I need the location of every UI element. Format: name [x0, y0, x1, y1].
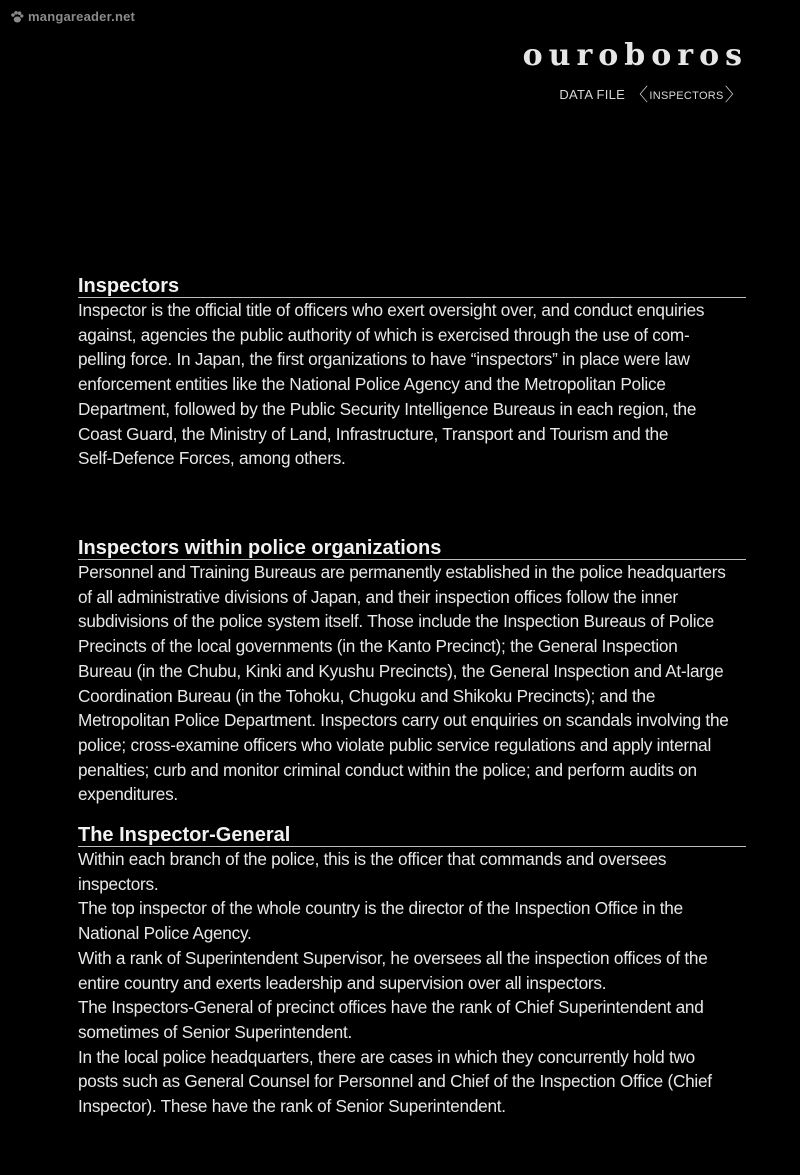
section-inspector-general — [78, 824, 746, 1119]
body-line: Department, followed by the Public Security Intelligence Bureaus in each region, the — [78, 398, 697, 419]
data-file-topic: INSPECTORS — [649, 90, 724, 102]
section-body — [78, 560, 746, 807]
body-line: National Police Agency. — [78, 923, 252, 944]
data-file-text: DATA FILE — [559, 87, 626, 102]
body-line: sometimes of Senior Superintendent. — [78, 1021, 353, 1042]
body-line: subdivisions of the police system itself. Those include the Inspection Bureaus of Police — [78, 611, 714, 632]
section-heading: The Inspector-General — [78, 824, 746, 847]
watermark — [10, 9, 135, 24]
body-line: In the local police headquarters, there are cases in which they concurrently hold two — [78, 1046, 695, 1067]
section-body — [78, 847, 746, 1119]
section-heading: Inspectors — [78, 275, 746, 298]
body-line: Inspector is the official title of officers who exert oversight over, and conduct enquiries — [78, 300, 705, 320]
series-brand — [522, 38, 748, 107]
body-line: Coast Guard, the Ministry of Land, Infrastructure, Transport and Tourism and the — [78, 423, 669, 444]
body-line: entire country and exerts leadership and supervision over all inspectors. — [78, 972, 607, 993]
body-line: Within each branch of the police, this is the officer that commands and oversees — [78, 849, 667, 869]
body-line: Personnel and Training Bureaus are permanently established in the police headquarters — [78, 562, 726, 582]
section-heading: Inspectors within police organizations — [78, 537, 746, 560]
body-line: Self-Defence Forces, among others. — [78, 448, 346, 469]
body-line: Metropolitan Police Department. Inspectors carry out enquiries on scandals involving the — [78, 710, 729, 731]
body-line: pelling force. In Japan, the first organizations to have “inspectors” in place were law — [78, 349, 690, 370]
watermark-text: mangareader.net — [28, 9, 136, 24]
body-line: against, agencies the public authority of which is exercised through the use of com- — [78, 324, 690, 345]
body-line: Bureau (in the Chubu, Kinki and Kyushu Precincts), the General Inspection and At-large — [78, 660, 724, 681]
body-line: The Inspectors-General of precinct offices have the rank of Chief Superintendent and — [78, 997, 704, 1018]
body-line: Inspector). These have the rank of Senior Superintendent. — [78, 1096, 506, 1117]
body-line: inspectors. — [78, 873, 159, 894]
body-line: penalties; curb and monitor criminal conduct within the police; and perform audits on — [78, 759, 697, 780]
series-logo: ouroboros — [522, 38, 748, 73]
data-file-label — [523, 81, 744, 107]
paw-icon — [10, 10, 24, 24]
body-line: Coordination Bureau (in the Tohoku, Chugoku and Shikoku Precincts); and the — [78, 685, 656, 706]
section-body — [78, 298, 746, 471]
open-bracket: 〈 — [630, 85, 649, 105]
body-line: enforcement entities like the National Police Agency and the Metropolitan Police — [78, 374, 666, 395]
body-line: The top inspector of the whole country is the director of the Inspection Office in the — [78, 898, 683, 919]
section-police-organizations — [78, 537, 746, 807]
body-line: With a rank of Superintendent Supervisor, he oversees all the inspection offices of the — [78, 947, 708, 968]
body-line: of all administrative divisions of Japan, and their inspection offices follow the inner — [78, 586, 678, 607]
body-line: Precincts of the local governments (in the Kanto Precinct); the General Inspection — [78, 636, 678, 657]
body-line: police; cross-examine officers who violate public service regulations and apply internal — [78, 734, 712, 755]
body-line: posts such as General Counsel for Personnel and Chief of the Inspection Office (Chief — [78, 1071, 712, 1092]
section-inspectors — [78, 275, 746, 471]
close-bracket: 〉 — [724, 85, 743, 105]
body-line: expenditures. — [78, 784, 178, 805]
